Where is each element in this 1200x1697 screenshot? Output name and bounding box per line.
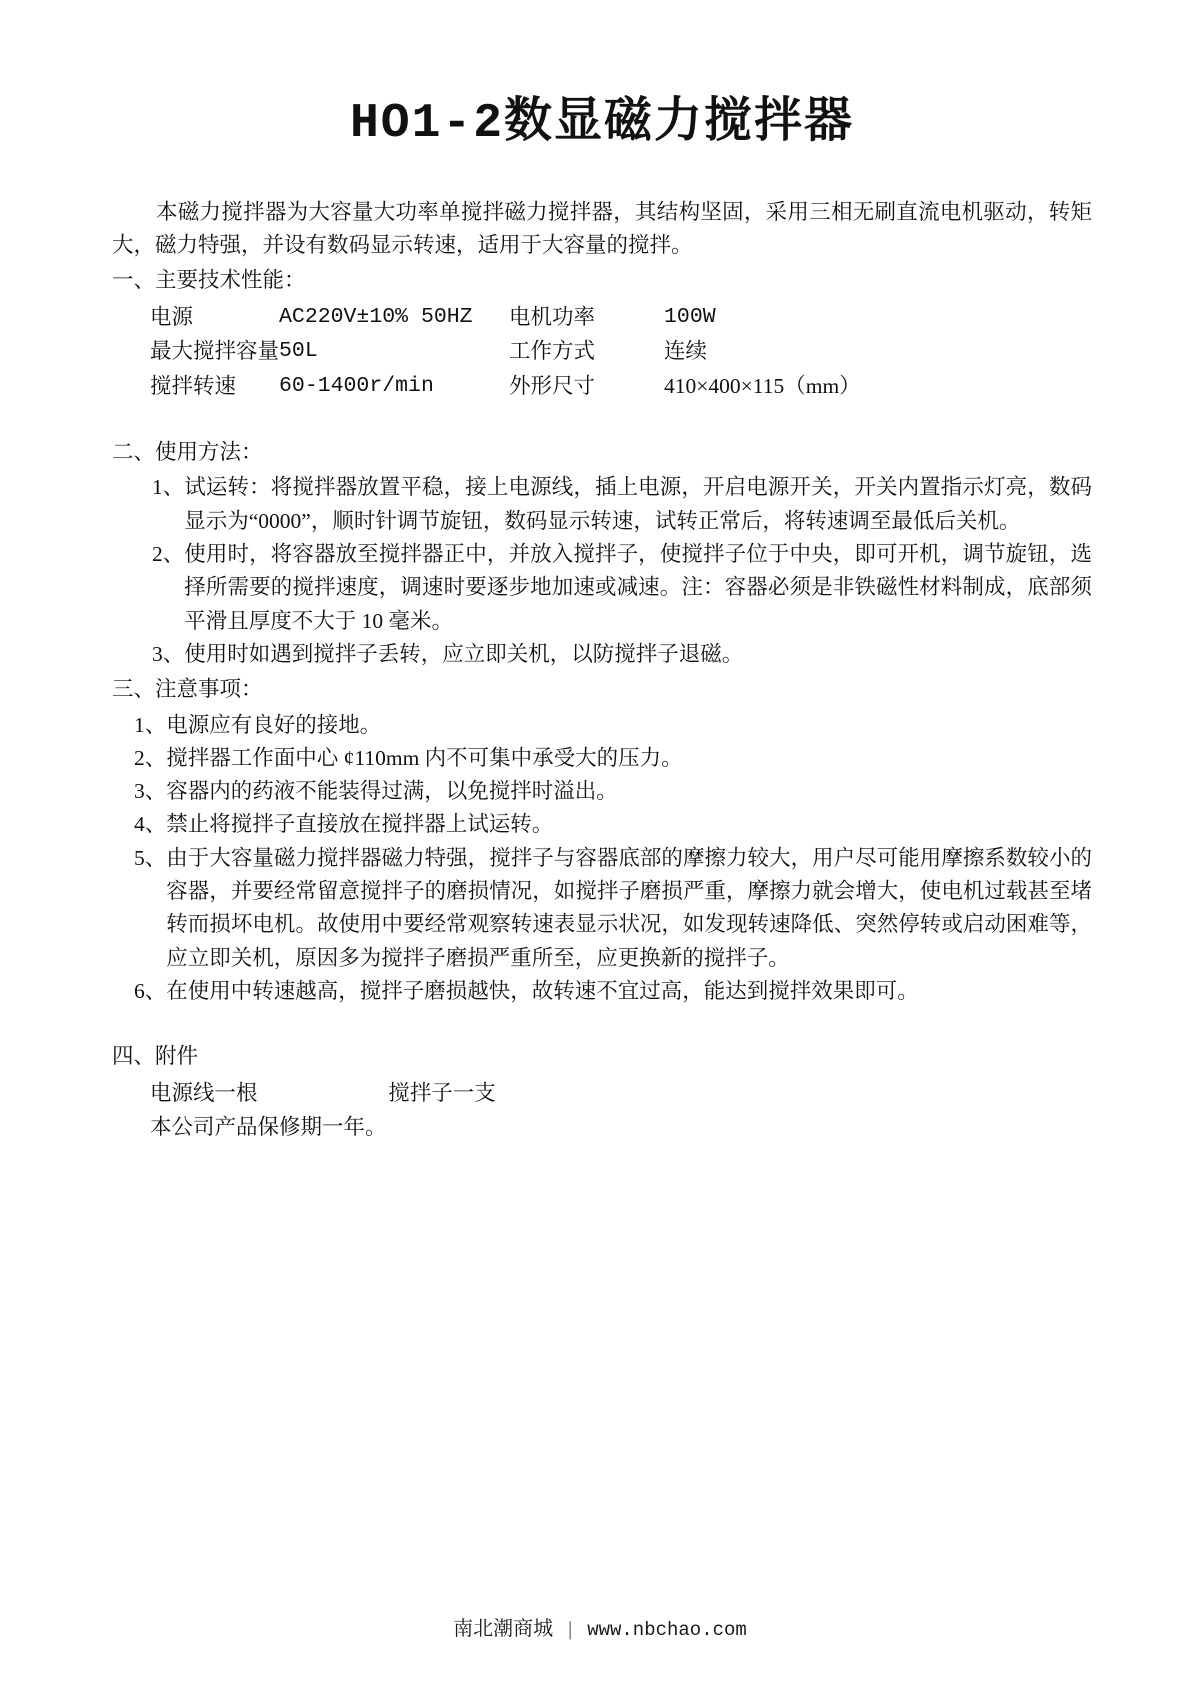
spec-value: 50L (279, 339, 318, 364)
spec-value: 60-1400r/min (279, 374, 434, 399)
list-item (112, 638, 1092, 671)
list-item-label: 禁止将搅拌子直接放在搅拌器上试运转。 (166, 812, 554, 837)
list-item-label: 使用时，将容器放至搅拌器正中，并放入搅拌子，使搅拌子位于中央，即可开机，调节旋钮，选择所需要的搅拌速度，调速时要逐步地加速或减速。注：容器必须是非铁磁性材料制成，底部须平滑且厚度不大于 10 毫米。 (184, 541, 1092, 633)
list-item (112, 471, 1092, 538)
intro-paragraph: 本磁力搅拌器为大容量大功率单搅拌磁力搅拌器，其结构坚固，采用三相无刷直流电机驱动，转矩大，磁力特强，并设有数码显示转速，适用于大容量的搅拌。 (112, 199, 1092, 257)
section-heading-specs: 一、主要技术性能： (112, 268, 306, 293)
footer-separator: | (568, 1618, 573, 1640)
list-item-number: 5、 (134, 845, 167, 870)
list-item-number: 2、 (152, 541, 185, 566)
attachment-item-powercord: 电源线一根 (150, 1080, 258, 1105)
footer-url: www.nbchao.com (587, 1619, 747, 1641)
document-body (112, 96, 1092, 1144)
spec-label: 工作方式 (509, 339, 596, 364)
usage-list (112, 471, 1092, 671)
list-item-number: 3、 (134, 779, 167, 804)
spec-label: 搅拌转速 (150, 374, 237, 399)
list-item-number: 1、 (152, 475, 185, 500)
list-item-number: 1、 (134, 712, 167, 737)
list-item-number: 2、 (134, 745, 167, 770)
footer-site-name: 南北潮商城 (453, 1618, 554, 1640)
attachment-line-2: 本公司产品保修期一年。 (150, 1115, 387, 1140)
spec-value: 连续 (664, 339, 708, 364)
page-footer (0, 1612, 1200, 1641)
spec-value: AC220V±10% 50HZ (279, 304, 473, 329)
list-item-label: 容器内的药液不能装得过满，以免搅拌时溢出。 (166, 779, 618, 804)
section-heading-notes: 三、注意事项： (112, 677, 263, 702)
spec-label: 外形尺寸 (509, 374, 596, 399)
list-item-label: 在使用中转速越高，搅拌子磨损越快，故转速不宜过高，能达到搅拌效果即可。 (166, 979, 919, 1004)
spec-label: 电源 (150, 304, 194, 329)
section-heading-usage: 二、使用方法： (112, 440, 263, 465)
list-item-label: 电源应有良好的接地。 (166, 712, 382, 737)
table-row (112, 369, 1092, 404)
section-heading-attachments: 四、附件 (112, 1044, 199, 1069)
attachment-item-stirbar: 搅拌子一支 (388, 1080, 496, 1105)
list-item-number: 6、 (134, 979, 167, 1004)
spec-value: 100W (664, 304, 716, 329)
spacer (112, 1008, 1092, 1038)
list-item (112, 538, 1092, 638)
attachment-line-1 (112, 1076, 1092, 1110)
list-item (112, 842, 1092, 975)
list-item (112, 975, 1092, 1008)
page-title: HO1-2数显磁力搅拌器 (349, 97, 855, 151)
list-item (112, 808, 1092, 841)
list-item-label: 试运转：将搅拌器放置平稳，接上电源线，插上电源，开启电源开关，开关内置指示灯亮，数码显示为“0000”，顺时针调节旋钮，数码显示转速，试转正常后，将转速调至最低后关机。 (184, 475, 1092, 533)
table-row (112, 300, 1092, 335)
table-row (112, 334, 1092, 369)
list-item (112, 775, 1092, 808)
list-item-label: 使用时如遇到搅拌子丢转，应立即关机，以防搅拌子退磁。 (184, 641, 744, 666)
spec-label: 电机功率 (509, 304, 596, 329)
list-item (112, 742, 1092, 775)
spec-label: 最大搅拌容量 (150, 339, 280, 364)
spacer (112, 404, 1092, 434)
list-item-label: 搅拌器工作面中心 ¢110mm 内不可集中承受大的压力。 (166, 745, 683, 770)
notes-list (112, 709, 1092, 1009)
list-item-number: 4、 (134, 812, 167, 837)
spec-value: 410×400×115（mm） (664, 374, 861, 399)
list-item-number: 3、 (152, 641, 185, 666)
list-item-label: 由于大容量磁力搅拌器磁力特强，搅拌子与容器底部的摩擦力较大，用户尽可能用摩擦系数较小的容器，并要经常留意搅拌子的磨损情况，如搅拌子磨损严重，摩擦力就会增大，使电机过载甚至堵转而损坏电机。故使用中要经常观察转速表显示状况，如发现转速降低、突然停转或启动困难等，应立即关机，原因多为搅拌子磨损严重所至，应更换新的搅拌子。 (166, 845, 1092, 970)
specs-table (112, 300, 1092, 404)
list-item (112, 709, 1092, 742)
